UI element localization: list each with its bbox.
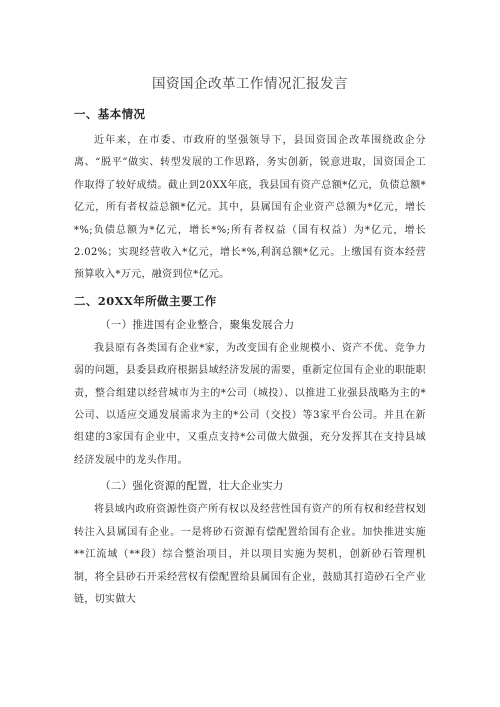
paragraph-basic-situation: 近年来，在市委、市政府的坚强领导下，县国资国企改革围绕政企分离、“脱平”做实、转型发展的工作思路，务实创新，锐意进取，国资国企工作取得了较好成绩。截止到20XX年底，我县国有资产总额*亿元，负债总额*亿元，所有者权益总额*亿元。其中，县属国有企业资产总额为*亿元，增长*%;负债总额为*亿元，增长*%;所有者权益（国有权益）为*亿元，增长2.02%；实现经营收入*亿元，增长*%,利润总额*亿元。上缴国有资本经营预算收入*万元，融资到位*亿元。: [74, 135, 426, 281]
subsection-heading-resource-allocation: （二）强化资源的配置，壮大企业实力: [100, 480, 284, 493]
subsection-heading-integration: （一）推进国有企业整合，聚集发展合力: [100, 318, 295, 331]
section-heading-basic-situation: 一、基本情况: [74, 107, 146, 121]
paragraph-resource-allocation: 将县域内政府资源性资产所有权以及经营性国有资产的所有权和经营权划转注入县属国有企业。一是将砂石资源有偿配置给国有企业。加快推进实施**江流域（**段）综合整治项目，并以项目实施为契机，创新砂石管理机制，将全县砂石开采经营权有偿配置给县属国有企业，鼓励其打造砂石全产业链，切实做大: [74, 504, 426, 605]
paragraph-integration: 我县原有各类国有企业*家，为改变国有企业规模小、资产不优、竞争力弱的问题，县委县政府根据县域经济发展的需要，重新定位国有企业的职能职责，整合组建以经营城市为主的*公司（城投）、以推进工业强县战略为主的*公司、以适应交通发展需求为主的*公司（交投）等3家平台公司。并且在新组建的3家国有企业中，又重点支持*公司做大做强，充分发挥其在支持县域经济发展中的龙头作用。: [74, 342, 426, 466]
document-title: 国资国企改革工作情况汇报发言: [152, 76, 348, 92]
section-heading-main-work: 二、20XX年所做主要工作: [74, 293, 217, 308]
